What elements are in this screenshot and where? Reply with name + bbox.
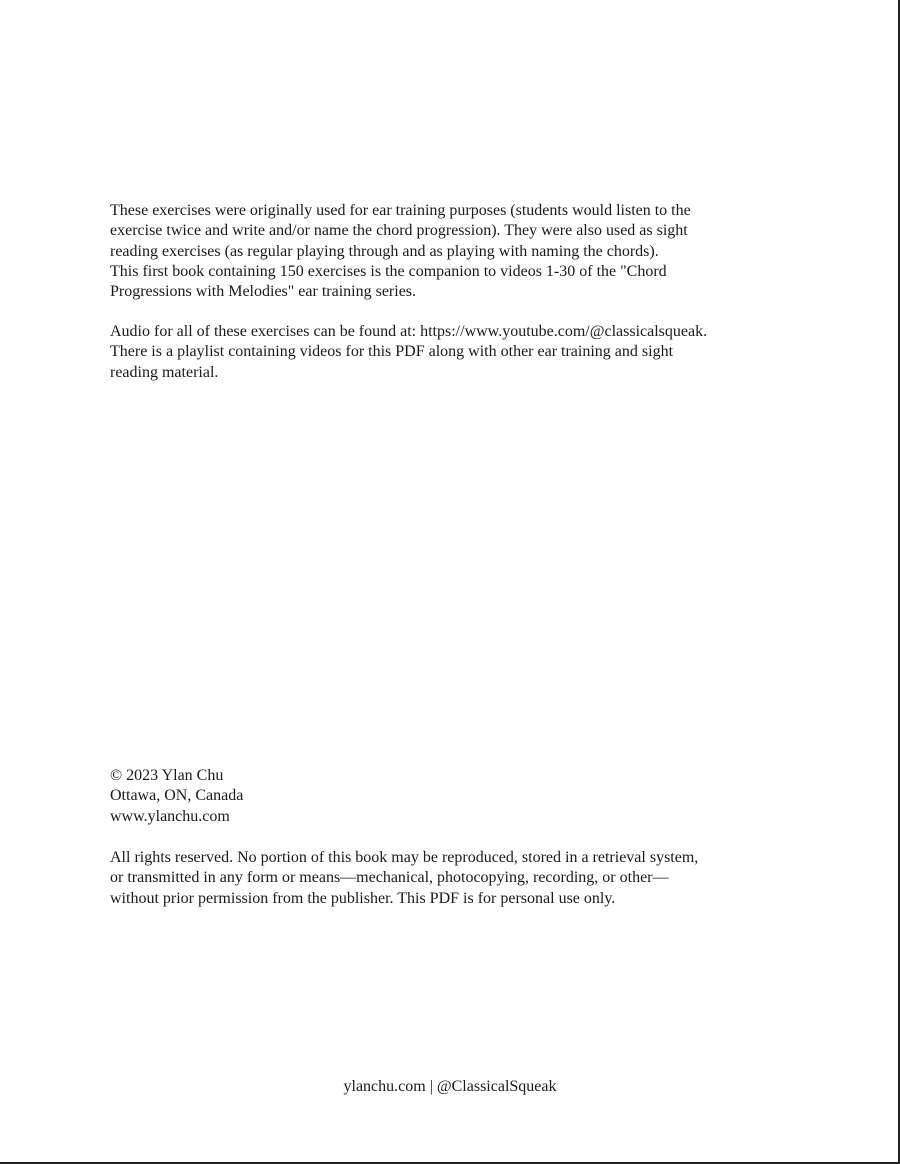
- rights-line: or transmitted in any form or means—mechanical, photocopying, recording, or other—: [110, 869, 669, 887]
- intro-line: Progressions with Melodies" ear training series.: [110, 283, 417, 301]
- intro-paragraph: [110, 201, 790, 302]
- page-footer: ylanchu.com | @ClassicalSqueak: [343, 1078, 557, 1095]
- copyright-notice: © 2023 Ylan Chu: [110, 767, 224, 784]
- rights-line: All rights reserved. No portion of this book may be reproduced, stored in a retrieval system,: [110, 849, 699, 866]
- copyright-block: [110, 766, 790, 827]
- audio-line: There is a playlist containing videos for this PDF along with other ear training and sight: [110, 343, 674, 361]
- intro-line: reading exercises (as regular playing through and as playing with naming the chords).: [110, 242, 659, 260]
- rights-line: without prior permission from the publisher. This PDF is for personal use only.: [110, 889, 616, 907]
- location: Ottawa, ON, Canada: [110, 787, 244, 805]
- website: www.ylanchu.com: [110, 807, 230, 825]
- rights-paragraph: [110, 848, 790, 909]
- audio-line: reading material.: [110, 363, 219, 381]
- audio-paragraph: [110, 322, 790, 383]
- intro-line: This first book containing 150 exercises is the companion to videos 1-30 of the "Chord: [110, 262, 667, 280]
- audio-line: Audio for all of these exercises can be found at: https://www.youtube.com/@classicalsqueak.: [110, 323, 708, 340]
- intro-line: exercise twice and write and/or name the chord progression). They were also used as sight: [110, 222, 688, 240]
- intro-line: These exercises were originally used for ear training purposes (students would listen to the: [110, 202, 691, 219]
